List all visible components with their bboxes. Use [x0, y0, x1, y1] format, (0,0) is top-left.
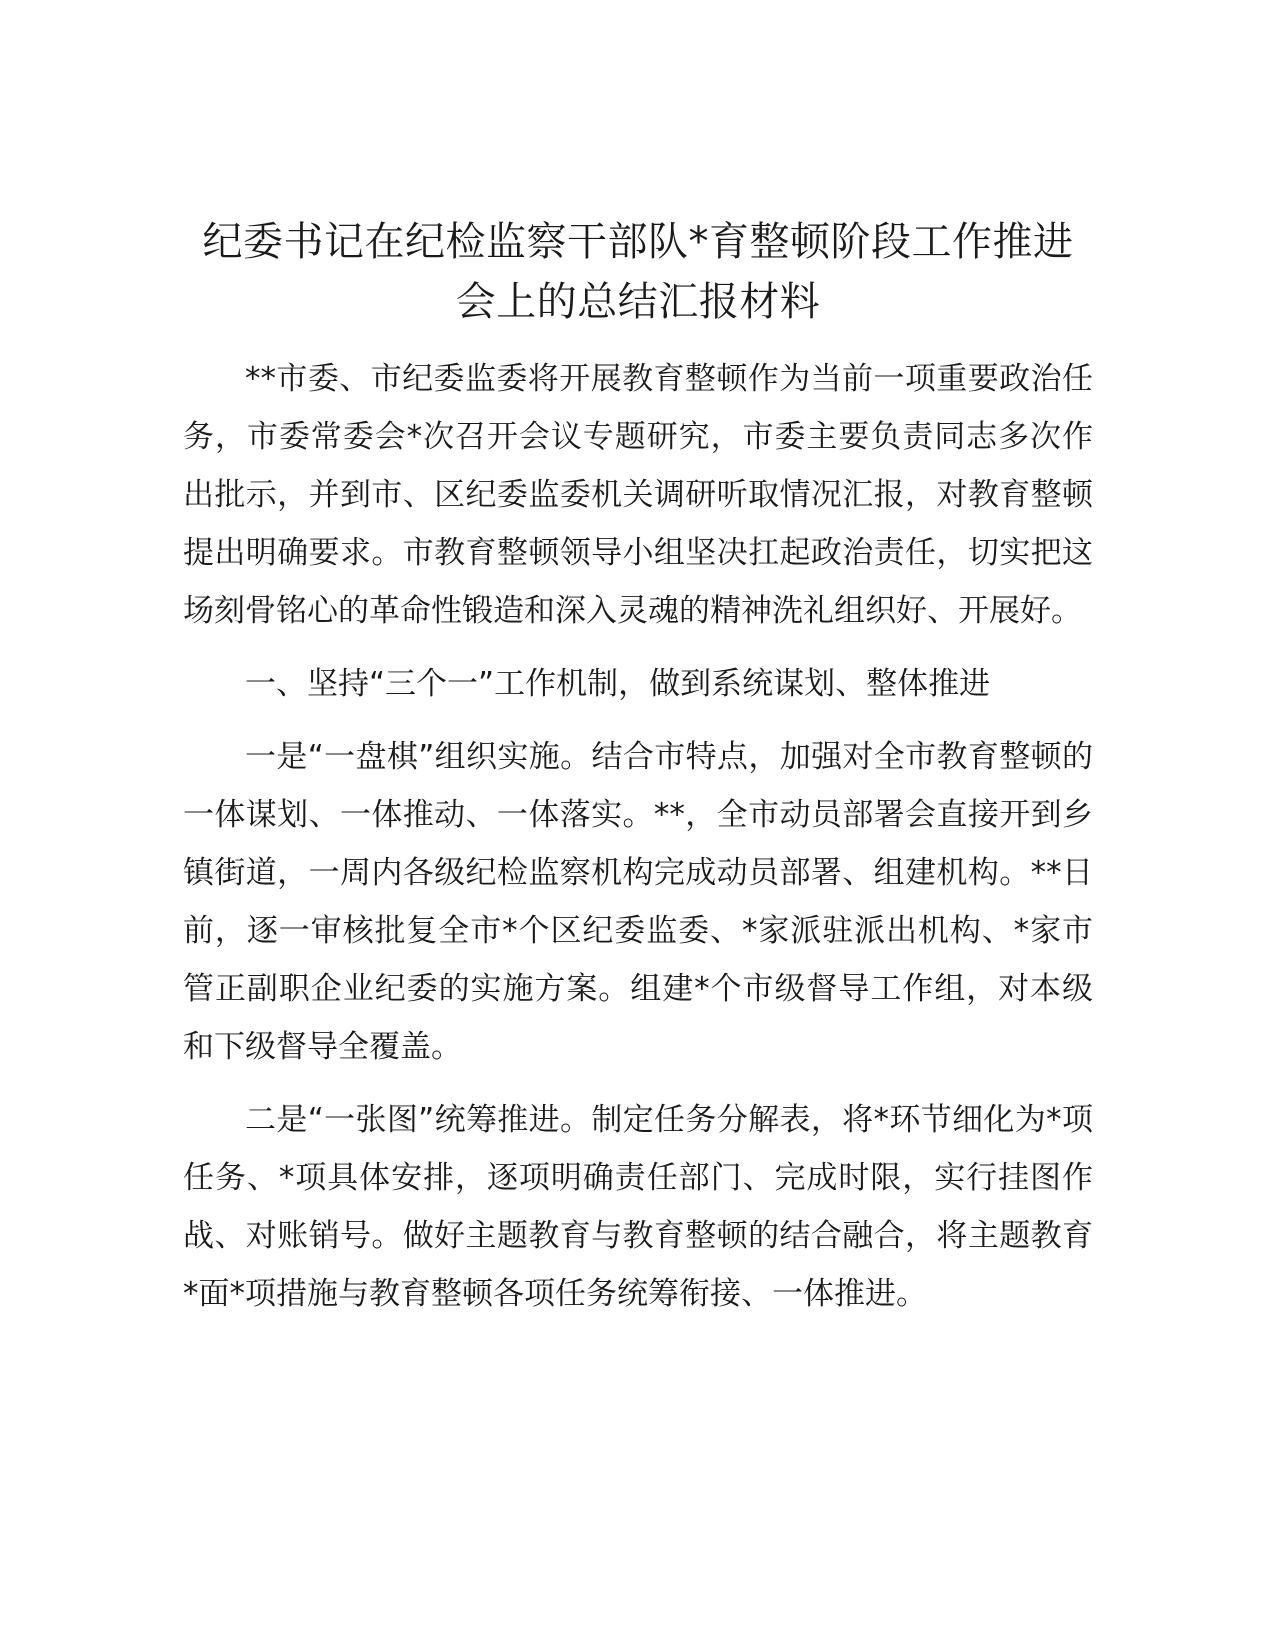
- paragraph-one-chessboard: 一是“一盘棋”组织实施。结合市特点，加强对全市教育整顿的一体谋划、一体推动、一体落实。**，全市动员部署会直接开到乡镇街道，一周内各级纪检监察机构完成动员部署、组建机构。**日前，逐一审核批复全市*个区纪委监委、*家派驻派出机构、*家市管正副职企业纪委的实施方案。组建*个市级督导工作组，对本级和下级督导全覆盖。: [183, 739, 1093, 1065]
- document-body: [183, 212, 1093, 1338]
- document-title: 纪委书记在纪检监察干部队*育整顿阶段工作推进会上的总结汇报材料: [202, 219, 1074, 325]
- paragraph-one-map: 二是“一张图”统筹推进。制定任务分解表，将*环节细化为*项任务、*项具体安排，逐项明确责任部门、完成时限，实行挂图作战、对账销号。做好主题教育与教育整顿的结合融合，将主题教育*面*项措施与教育整顿各项任务统筹衔接、一体推进。: [183, 1102, 1093, 1312]
- intro-paragraph: **市委、市纪委监委将开展教育整顿作为当前一项重要政治任务，市委常委会*次召开会议专题研究，市委主要负责同志多次作出批示，并到市、区纪委监委机关调研听取情况汇报，对教育整顿提出明确要求。市教育整顿领导小组坚决扛起政治责任，切实把这场刻骨铭心的革命性锻造和深入灵魂的精神洗礼组织好、开展好。: [183, 361, 1093, 629]
- section-heading-1: 一、坚持“三个一”工作机制，做到系统谋划、整体推进: [245, 666, 991, 702]
